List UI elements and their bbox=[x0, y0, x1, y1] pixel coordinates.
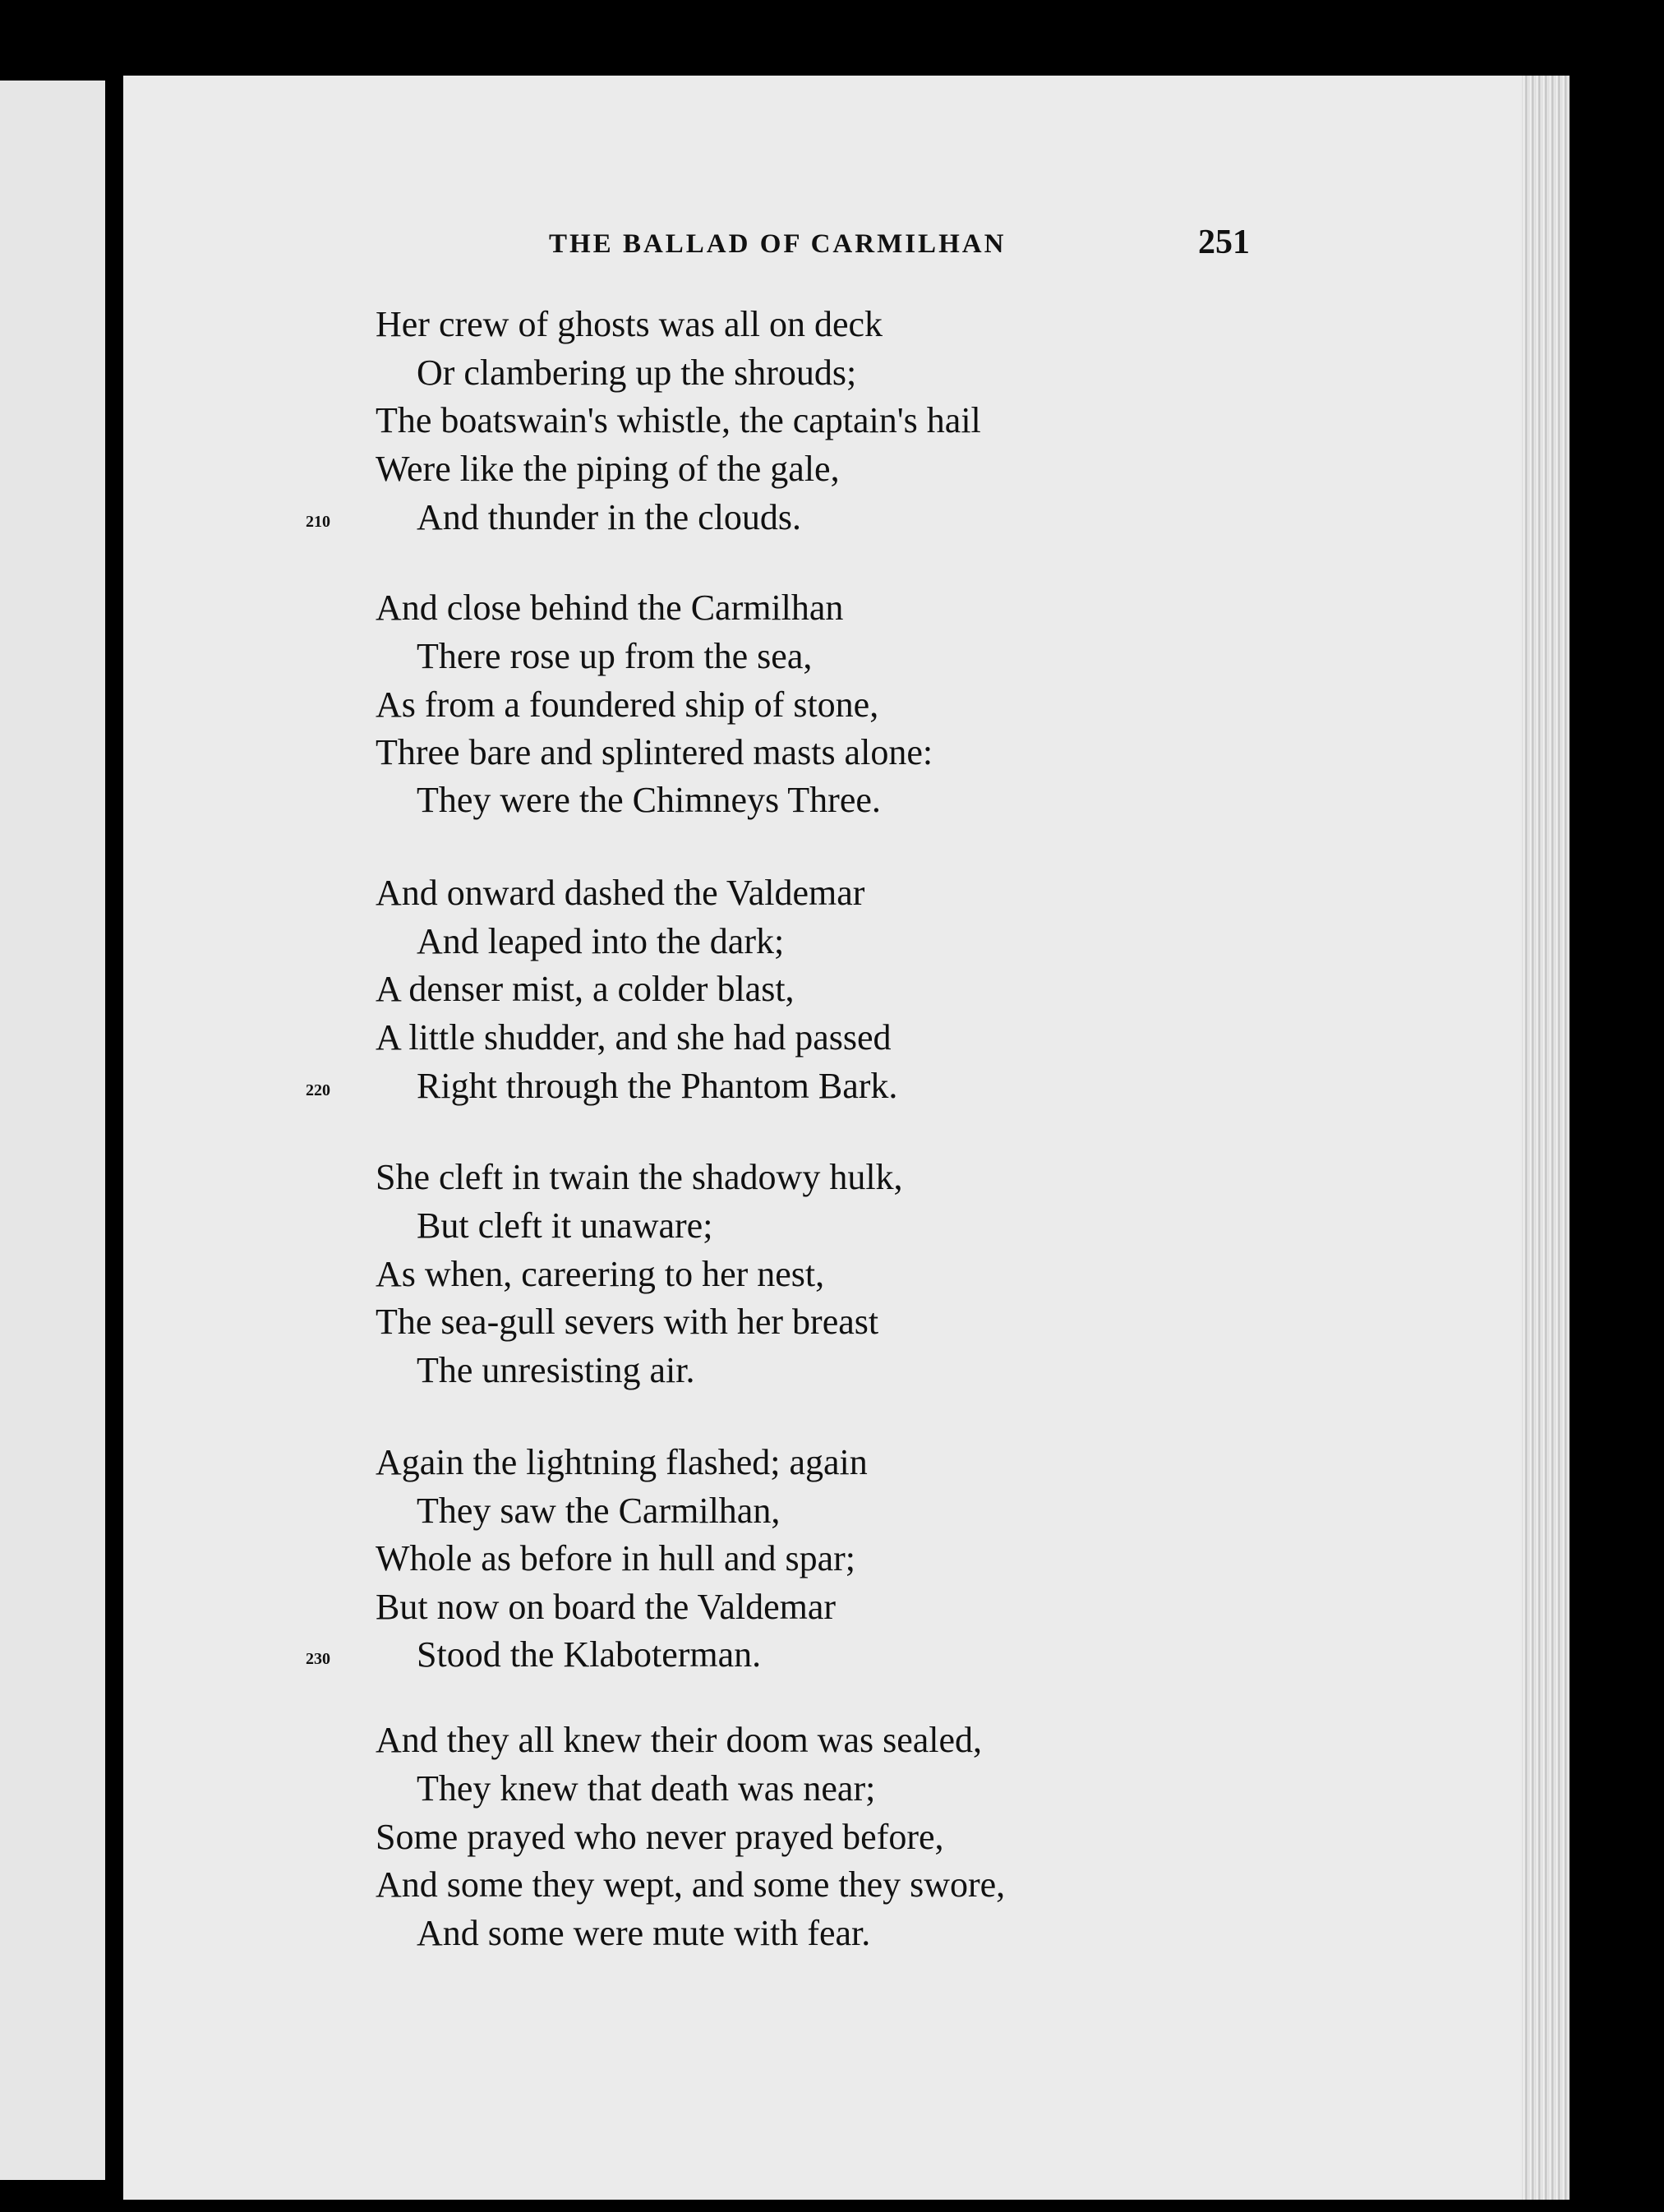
poem-line: As when, careering to her nest, bbox=[376, 1254, 825, 1294]
poem-line: And onward dashed the Valdemar bbox=[376, 873, 865, 913]
poem-line: They were the Chimneys Three. bbox=[417, 780, 881, 820]
poem-line: They knew that death was near; bbox=[417, 1768, 876, 1809]
poem-line: They saw the Carmilhan, bbox=[417, 1491, 781, 1531]
poem-line: There rose up from the sea, bbox=[417, 636, 813, 676]
poem-line: But now on board the Valdemar bbox=[376, 1587, 837, 1627]
line-number: 220 bbox=[306, 1081, 330, 1099]
poem-line: Her crew of ghosts was all on deck bbox=[376, 304, 883, 344]
poem-line: Right through the Phantom Bark. bbox=[417, 1066, 898, 1106]
line-number: 210 bbox=[306, 513, 330, 531]
poem-line: She cleft in twain the shadowy hulk, bbox=[376, 1157, 903, 1197]
poem-line: Were like the piping of the gale, bbox=[376, 449, 840, 489]
poem-line: Stood the Klaboterman. bbox=[417, 1634, 762, 1675]
poem-line: Some prayed who never prayed before, bbox=[376, 1817, 944, 1857]
line-number: 230 bbox=[306, 1650, 330, 1668]
poem-line: And close behind the Carmilhan bbox=[376, 588, 844, 628]
poem-line: As from a foundered ship of stone, bbox=[376, 684, 879, 725]
poem-line: The sea-gull severs with her breast bbox=[376, 1302, 879, 1342]
facing-page-edge bbox=[0, 81, 105, 2180]
poem-line: But cleft it unaware; bbox=[417, 1205, 713, 1246]
running-head: THE BALLAD OF CARMILHAN bbox=[549, 229, 1007, 259]
poem-line: A little shudder, and she had passed bbox=[376, 1017, 892, 1058]
poem-line: Or clambering up the shrouds; bbox=[417, 353, 857, 393]
poem-line: Again the lightning flashed; again bbox=[376, 1442, 868, 1482]
poem-line: A denser mist, a colder blast, bbox=[376, 969, 795, 1009]
page-number: 251 bbox=[1198, 224, 1250, 261]
poem-line: Three bare and splintered masts alone: bbox=[376, 732, 933, 772]
poem-line: And they all knew their doom was sealed, bbox=[376, 1720, 983, 1760]
poem-line: And some they wept, and some they swore, bbox=[376, 1864, 1006, 1905]
poem-line: And thunder in the clouds. bbox=[417, 497, 802, 537]
page-stack-edge bbox=[1522, 76, 1570, 2200]
poem-line: And some were mute with fear. bbox=[417, 1913, 871, 1953]
poem-line: And leaped into the dark; bbox=[417, 921, 785, 961]
poem-line: The unresisting air. bbox=[417, 1350, 695, 1390]
poem-line: The boatswain's whistle, the captain's hail bbox=[376, 400, 981, 440]
poem-line: Whole as before in hull and spar; bbox=[376, 1538, 856, 1578]
